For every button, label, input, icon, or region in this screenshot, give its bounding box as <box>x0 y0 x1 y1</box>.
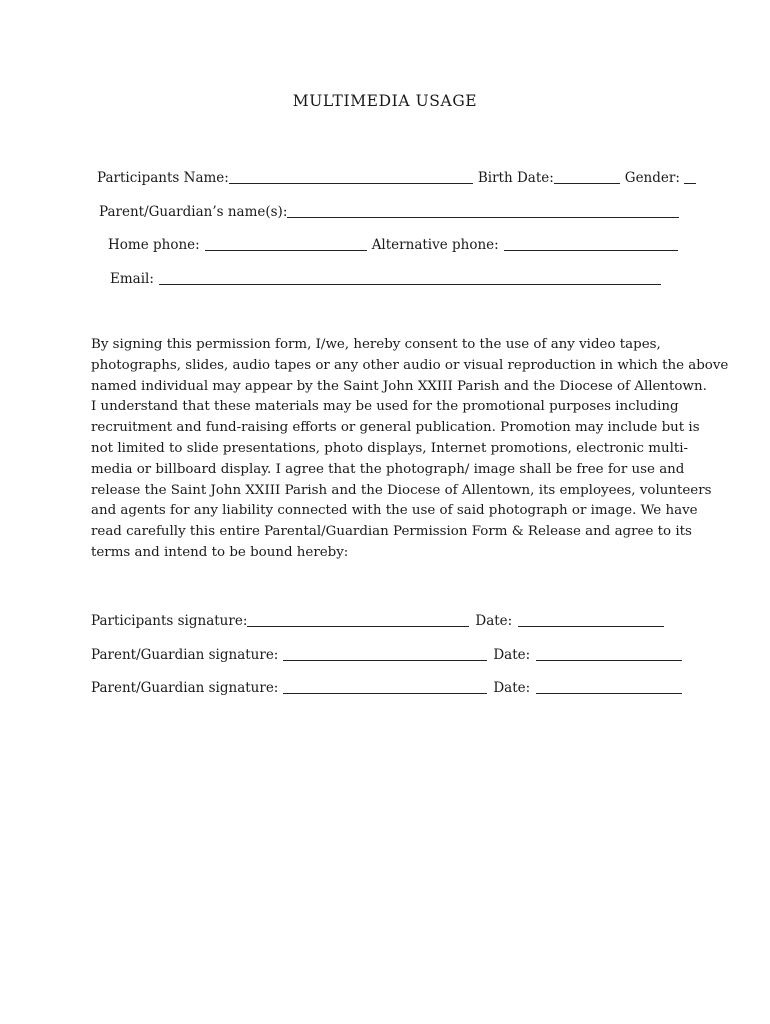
consent-line: read carefully this entire Parental/Guardian Permission Form & Release and agree to its <box>91 524 692 540</box>
consent-line: and agents for any liability connected with the use of said photograph or image. We have <box>91 503 698 519</box>
participant-name-label: Participants Name: <box>97 170 229 186</box>
participant-signature-label: Participants signature: <box>91 613 248 629</box>
parent-names-row <box>99 200 679 220</box>
parent-signature-row-2 <box>91 676 682 696</box>
home-phone-field[interactable] <box>205 236 367 251</box>
parent-signature-field[interactable] <box>283 679 487 694</box>
consent-line: release the Saint John XXIII Parish and the Diocese of Allentown, its employees, volunteers <box>91 482 712 498</box>
consent-line: photographs, slides, audio tapes or any other audio or visual reproduction in which the above <box>91 357 729 373</box>
participant-date-field[interactable] <box>518 612 664 627</box>
participant-name-field[interactable] <box>229 169 473 184</box>
home-phone-label: Home phone: <box>108 237 200 253</box>
consent-line: not limited to slide presentations, photo displays, Internet promotions, electronic multi- <box>91 440 689 456</box>
participant-info-row <box>97 166 696 186</box>
parent-signature-label: Parent/Guardian signature: <box>91 647 279 663</box>
birth-date-field[interactable] <box>554 169 620 184</box>
consent-line: recruitment and fund-raising efforts or general publication. Promotion may include but is <box>91 420 700 436</box>
parent-date-field[interactable] <box>536 679 682 694</box>
participant-signature-row <box>91 609 664 629</box>
parent-names-field[interactable] <box>287 203 679 218</box>
parent-date-label: Date: <box>493 647 531 663</box>
email-label: Email: <box>110 271 154 287</box>
consent-paragraph <box>91 335 729 564</box>
phone-row <box>108 233 678 253</box>
consent-line: By signing this permission form, I/we, hereby consent to the use of any video tapes, <box>91 337 661 352</box>
gender-label: Gender: <box>624 170 680 186</box>
document-title: MULTIMEDIA USAGE <box>292 92 478 110</box>
parent-signature-row-1 <box>91 643 682 663</box>
participant-date-label: Date: <box>475 613 513 629</box>
email-field[interactable] <box>159 270 661 285</box>
parent-date-label: Date: <box>493 680 531 696</box>
parent-signature-label: Parent/Guardian signature: <box>91 680 279 696</box>
alternative-phone-label: Alternative phone: <box>371 237 499 253</box>
email-row <box>110 267 661 287</box>
parent-date-field[interactable] <box>536 646 682 661</box>
gender-field[interactable] <box>684 169 696 184</box>
consent-line: media or billboard display. I agree that the photograph/ image shall be free for use and <box>91 461 685 477</box>
consent-line: I understand that these materials may be used for the promotional purposes including <box>91 399 679 415</box>
participant-signature-field[interactable] <box>247 612 469 627</box>
birth-date-label: Birth Date: <box>477 170 554 186</box>
alternative-phone-field[interactable] <box>504 236 678 251</box>
consent-line: terms and intend to be bound hereby: <box>91 544 349 560</box>
parent-signature-field[interactable] <box>283 646 487 661</box>
parent-names-label: Parent/Guardian’s name(s): <box>99 204 288 220</box>
consent-line: named individual may appear by the Saint John XXIII Parish and the Diocese of Allentown. <box>91 378 707 394</box>
